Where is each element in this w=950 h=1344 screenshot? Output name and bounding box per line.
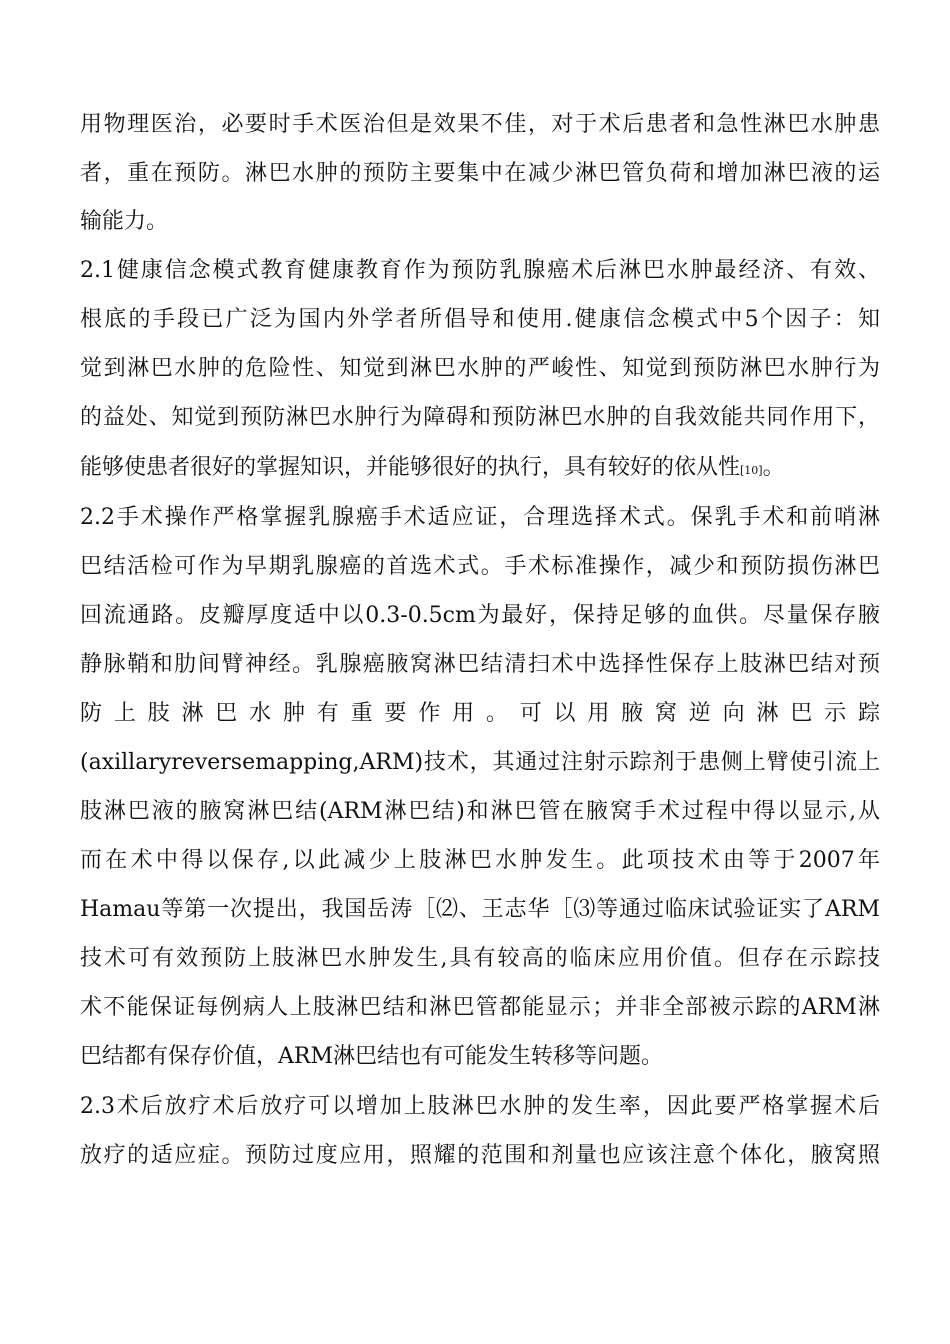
text-line: 肢淋巴液的腋窝淋巴结(ARM淋巴结)和淋巴管在腋窝手术过程中得以显示,从 <box>80 799 880 824</box>
text-line: 放疗的适应症。预防过度应用，照耀的范围和剂量也应该注意个体化，腋窝照 <box>80 1143 880 1168</box>
document-page <box>80 0 880 1344</box>
text-line: 的益处、知觉到预防淋巴水肿行为障碍和预防淋巴水肿的自我效能共同作用下， <box>80 405 880 430</box>
text-line: 回流通路。皮瓣厚度适中以0.3-0.5cm为最好，保持足够的血供。尽量保存腋 <box>80 603 880 628</box>
text-line: 输能力。 <box>80 209 169 234</box>
text-line: 巴结都有保存价值，ARM淋巴结也有可能发生转移等问题。 <box>80 1044 663 1069</box>
text-line-body: 能够使患者很好的掌握知识，并能够很好的执行，具有较好的依从性 <box>80 455 741 480</box>
citation-ref: [10] <box>740 464 763 477</box>
text-line: 静脉鞘和肋间臂神经。乳腺癌腋窝淋巴结清扫术中选择性保存上肢淋巴结对预 <box>80 652 880 677</box>
text-line: 根底的手段已广泛为国内外学者所倡导和使用.健康信念模式中5个因子：知 <box>80 307 880 332</box>
text-line: 巴结活检可作为早期乳腺癌的首选术式。手术标准操作，减少和预防损伤淋巴 <box>80 554 880 579</box>
text-line: 技术可有效预防上肢淋巴水肿发生,具有较高的临床应用价值。但存在示踪技 <box>80 946 880 971</box>
text-line: 者，重在预防。淋巴水肿的预防主要集中在减少淋巴管负荷和增加淋巴液的运 <box>80 161 880 186</box>
text-line: 用物理医治，必要时手术医治但是效果不佳，对于术后患者和急性淋巴水肿患 <box>80 112 880 137</box>
text-line: (axillaryreversemapping,ARM)技术，其通过注射示踪剂于患侧上臂使引流上 <box>80 750 880 775</box>
text-line: 2.1健康信念模式教育健康教育作为预防乳腺癌术后淋巴水肿最经济、有效、 <box>80 258 880 283</box>
text-line: 2.2手术操作严格掌握乳腺癌手术适应证，合理选择术式。保乳手术和前哨淋 <box>80 505 880 530</box>
text-line <box>80 446 880 490</box>
text-line-end: 。 <box>762 455 785 480</box>
text-line: 防上肢淋巴水肿有重要作用。可以用腋窝逆向淋巴示踪 <box>80 701 880 726</box>
text-line: Hamau等第一次提出，我国岳涛［⑵、王志华［⑶等通过临床试验证实了ARM <box>80 897 880 922</box>
text-line: 觉到淋巴水肿的危险性、知觉到淋巴水肿的严峻性、知觉到预防淋巴水肿行为 <box>80 356 880 381</box>
text-line: 术不能保证每例病人上肢淋巴结和淋巴管都能显示；并非全部被示踪的ARM淋 <box>80 995 880 1020</box>
text-line: 2.3术后放疗术后放疗可以增加上肢淋巴水肿的发生率，因此要严格掌握术后 <box>80 1094 880 1119</box>
text-line: 而在术中得以保存,以此减少上肢淋巴水肿发生。此项技术由等于2007年 <box>80 848 880 873</box>
